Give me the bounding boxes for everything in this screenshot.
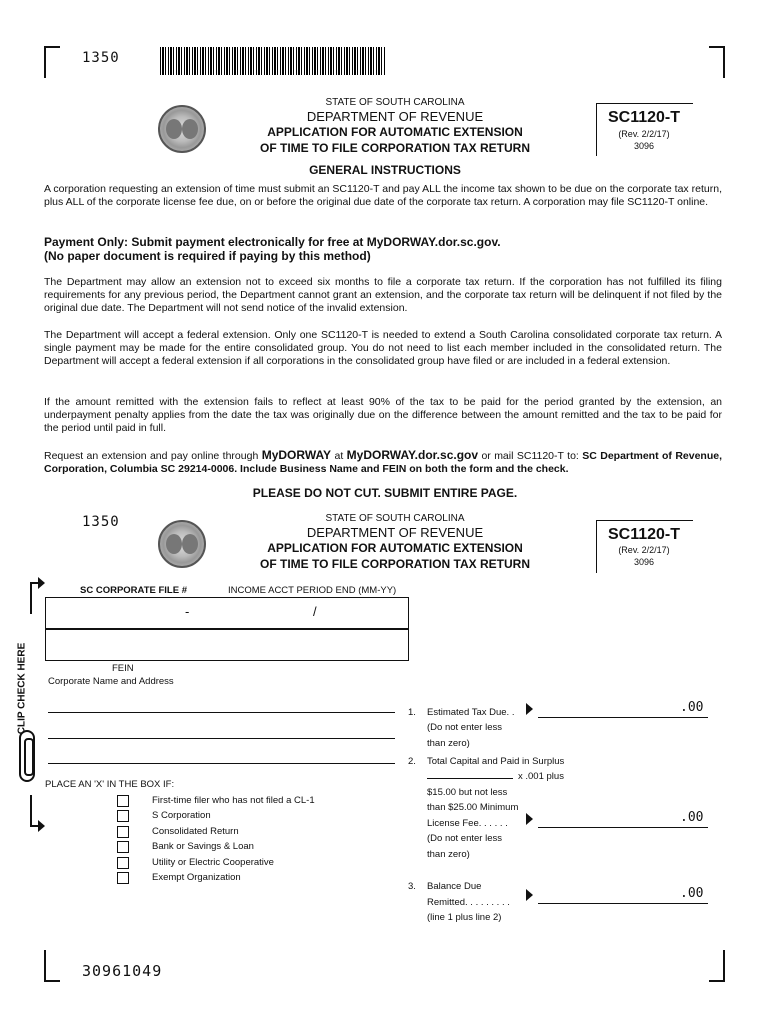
instructions-paragraph-5 bbox=[44, 449, 722, 476]
clip-arrow-top-icon bbox=[38, 577, 45, 589]
line3-note-b: (line 1 plus line 2) bbox=[427, 912, 502, 923]
line2-arrow-icon bbox=[526, 813, 533, 825]
corner-mark-bottom-right bbox=[709, 950, 725, 982]
corporate-file-number-label: SC CORPORATE FILE # bbox=[80, 585, 187, 596]
instructions-paragraph-1: A corporation requesting an extension of time must submit an SC1120-T and pay ALL the income tax shown to be due on the corporate tax return, plus ALL of the corporate license fee due, on or before the original due date of the corporate tax return. A corporation may file SC1120-T online. bbox=[44, 183, 722, 208]
line1-number: 1. bbox=[408, 707, 416, 718]
line3-amount-cents: .00 bbox=[680, 886, 704, 901]
line1-amount-cents: .00 bbox=[680, 700, 704, 715]
checkbox-consolidated-return[interactable] bbox=[117, 826, 129, 838]
checkbox-label-bank-savings-loan: Bank or Savings & Loan bbox=[152, 841, 254, 852]
paper-clip-icon bbox=[19, 730, 35, 782]
income-period-label: INCOME ACCT PERIOD END (MM-YY) bbox=[228, 585, 397, 596]
line3-note-a: Remitted. . . . . . . . . bbox=[427, 897, 510, 908]
general-instructions-heading: GENERAL INSTRUCTIONS bbox=[309, 163, 461, 177]
voucher-title-line1: APPLICATION FOR AUTOMATIC EXTENSION bbox=[267, 541, 523, 555]
line2-note-a: $15.00 but not less bbox=[427, 787, 508, 798]
line1-note-a: (Do not enter less bbox=[427, 722, 502, 733]
voucher-title-line2: OF TIME TO FILE CORPORATION TAX RETURN bbox=[260, 557, 530, 571]
voucher-form-id-code: 3096 bbox=[633, 557, 655, 567]
line2-note-d: (Do not enter less bbox=[427, 833, 502, 844]
voucher-state-seal-icon bbox=[158, 520, 206, 568]
voucher-state-name: STATE OF SOUTH CAROLINA bbox=[325, 513, 465, 524]
line1-amount-input[interactable] bbox=[538, 717, 708, 718]
line2-label: Total Capital and Paid in Surplus bbox=[427, 756, 565, 767]
form-id-code: 3096 bbox=[633, 141, 655, 151]
checkbox-bank-savings-loan[interactable] bbox=[117, 841, 129, 853]
state-seal-icon bbox=[158, 105, 206, 153]
checkbox-label-utility-cooperative: Utility or Electric Cooperative bbox=[152, 857, 274, 868]
line3-number: 3. bbox=[408, 881, 416, 892]
checkbox-label-exempt-organization: Exempt Organization bbox=[152, 872, 241, 883]
p5-url: MyDORWAY.dor.sc.gov bbox=[346, 448, 479, 462]
instructions-paragraph-3: The Department will accept a federal extension. Only one SC1120-T is needed to extend a South Carolina consolidated corporate tax return. A single payment may be made for the entire consolidated group. You do not need to list each member included in the consolidated return. The Department will accept a federal extension if all corporations in the consolidated group have filed or are included in a federal extension. bbox=[44, 329, 722, 367]
corner-mark-top-left bbox=[44, 46, 60, 78]
p5-text-c: at bbox=[331, 450, 347, 462]
department-name: DEPARTMENT OF REVENUE bbox=[306, 109, 484, 124]
checkbox-label-consolidated-return: Consolidated Return bbox=[152, 826, 239, 837]
checkbox-label-s-corporation: S Corporation bbox=[152, 810, 211, 821]
corner-mark-bottom-left bbox=[44, 950, 60, 982]
corporate-name-address-label: Corporate Name and Address bbox=[48, 676, 174, 687]
line3-amount-input[interactable] bbox=[538, 903, 708, 904]
line2-capital-input[interactable] bbox=[427, 778, 513, 779]
form-title-line1: APPLICATION FOR AUTOMATIC EXTENSION bbox=[267, 125, 523, 139]
name-address-line-1[interactable] bbox=[48, 712, 395, 713]
name-address-line-2[interactable] bbox=[48, 738, 395, 739]
voucher-department-name: DEPARTMENT OF REVENUE bbox=[306, 525, 484, 540]
p5-text-a: Request an extension and pay online through bbox=[44, 450, 262, 462]
instructions-paragraph-2: The Department may allow an extension not to exceed six months to file a corporate tax return. If the corporation has not fulfilled its filing requirements for any previous period, the Department cannot grant an extension, and the corporate tax return will be delinquent if not filed by the original due date. The Department will not send notice of the invalid extension. bbox=[44, 276, 722, 314]
instructions-paragraph-4: If the amount remitted with the extension fails to reflect at least 90% of the tax to be paid for the period granted by the extension, an underpayment penalty applies from the date the tax was originally due on the difference between the amount remitted and the tax to be paid for the period until paid in full. bbox=[44, 396, 722, 434]
checkbox-first-time-filer[interactable] bbox=[117, 795, 129, 807]
line2-note-c: License Fee. . . . . . bbox=[427, 818, 508, 829]
barcode bbox=[160, 47, 385, 75]
do-not-cut-notice: PLEASE DO NOT CUT. SUBMIT ENTIRE PAGE. bbox=[252, 486, 518, 500]
voucher-form-number: SC1120-T bbox=[607, 526, 681, 543]
line1-label: Estimated Tax Due. . bbox=[427, 707, 515, 718]
form-title-line2: OF TIME TO FILE CORPORATION TAX RETURN bbox=[260, 141, 530, 155]
p5-mydorway: MyDORWAY bbox=[261, 448, 332, 462]
line2-note-e: than zero) bbox=[427, 849, 470, 860]
period-separator: / bbox=[313, 604, 317, 619]
clip-check-here-label: CLIP CHECK HERE bbox=[16, 642, 28, 735]
checkbox-utility-cooperative[interactable] bbox=[117, 857, 129, 869]
checkbox-s-corporation[interactable] bbox=[117, 810, 129, 822]
line2-multiplier: x .001 plus bbox=[518, 771, 564, 782]
p5-text-e: or mail SC1120-T to: bbox=[478, 450, 583, 462]
line1-note-b: than zero) bbox=[427, 738, 470, 749]
payment-only-line: Payment Only: Submit payment electronically for free at MyDORWAY.dor.sc.gov. bbox=[44, 235, 501, 249]
checkbox-exempt-organization[interactable] bbox=[117, 872, 129, 884]
name-address-line-3[interactable] bbox=[48, 763, 395, 764]
bottom-scan-code: 30961049 bbox=[82, 962, 163, 980]
revision-date: (Rev. 2/2/17) bbox=[618, 129, 670, 139]
fein-input[interactable] bbox=[45, 628, 409, 661]
corner-mark-top-right bbox=[709, 46, 725, 78]
file-number-period-input[interactable] bbox=[45, 597, 409, 630]
line2-number: 2. bbox=[408, 756, 416, 767]
line1-arrow-icon bbox=[526, 703, 533, 715]
file-number-separator: - bbox=[185, 604, 190, 619]
line3-label: Balance Due bbox=[427, 881, 482, 892]
form-number: SC1120-T bbox=[607, 109, 681, 126]
line2-amount-input[interactable] bbox=[538, 827, 708, 828]
line2-note-b: than $25.00 Minimum bbox=[427, 802, 519, 813]
line2-amount-cents: .00 bbox=[680, 810, 704, 825]
p5-address: SC Department of Revenue, Corporation, Columbia SC 29214-0006. Include Business Name and FEIN on both the form and the check. bbox=[44, 450, 723, 475]
voucher-revision-date: (Rev. 2/2/17) bbox=[618, 545, 670, 555]
checkbox-label-first-time-filer: First-time filer who has not filed a CL-1 bbox=[152, 795, 315, 806]
form-code: 1350 bbox=[82, 50, 120, 66]
clip-arrow-bottom-icon bbox=[38, 820, 45, 832]
line3-arrow-icon bbox=[526, 889, 533, 901]
place-x-instruction: PLACE AN 'X' IN THE BOX IF: bbox=[45, 779, 175, 790]
state-name: STATE OF SOUTH CAROLINA bbox=[325, 97, 465, 108]
fein-label: FEIN bbox=[112, 663, 134, 674]
voucher-form-code: 1350 bbox=[82, 514, 120, 530]
payment-note-line: (No paper document is required if paying by this method) bbox=[44, 249, 371, 263]
